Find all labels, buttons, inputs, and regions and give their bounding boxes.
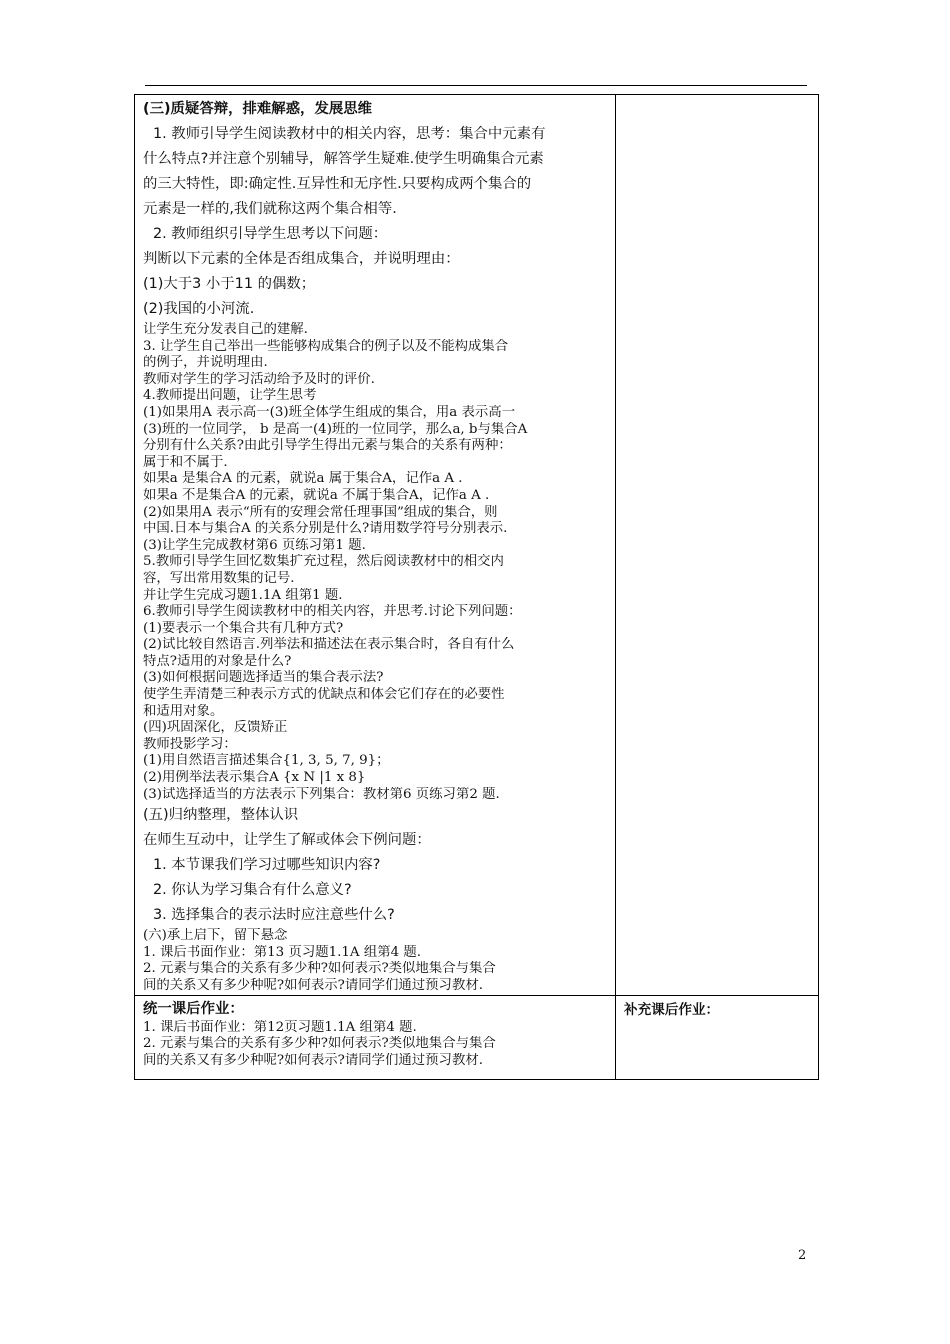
text-line: 和适用对象。: [143, 703, 224, 719]
text-line: 教师投影学习：: [143, 736, 237, 752]
text-line: (三)质疑答辩，排难解惑，发展思维: [143, 101, 373, 117]
text-line: (3)让学生完成教材第6 页练习第1 题.: [143, 537, 366, 553]
text-line: (五)归纳整理，整体认识: [143, 807, 299, 824]
section-six: [143, 928, 609, 994]
text-line: 让学生充分发表自己的建解.: [143, 322, 308, 337]
section-five: [143, 803, 609, 928]
text-line: (1)如果用A 表示高一(3)班全体学生组成的集合，用a 表示高一: [143, 404, 516, 420]
text-line: (1)要表示一个集合共有几种方式?: [143, 620, 344, 636]
text-line: 并让学生完成习题1.1A 组第1 题.: [143, 587, 343, 603]
text-line: (3)班的一位同学， b 是高一(4)班的一位同学，那么a, b与集合A: [143, 421, 528, 437]
text-line: 6.教师引导学生阅读教材中的相关内容，并思考.讨论下列问题：: [143, 604, 522, 620]
notes-cell: [616, 95, 819, 996]
text-line: 2. 你认为学习集合有什么意义?: [153, 882, 352, 899]
lesson-process-cell: [135, 95, 616, 996]
text-line: 间的关系又有多少种呢?如何表示?请同学们通过预习教材.: [143, 978, 483, 993]
text-line: 容，写出常用数集的记号.: [143, 570, 295, 586]
header-rule: [145, 85, 807, 86]
text-line: 的例子，并说明理由.: [143, 355, 268, 371]
text-line: 2. 元素与集合的关系有多少种?如何表示?类似地集合与集合: [143, 1036, 496, 1052]
text-line: 1. 教师引导学生阅读教材中的相关内容，思考：集合中元素有: [153, 126, 546, 142]
text-line: 2. 教师组织引导学生思考以下问题：: [153, 226, 388, 242]
page-number: 2: [798, 1248, 807, 1263]
section-three: [143, 97, 609, 322]
text-line: (3)如何根据问题选择适当的集合表示法?: [143, 670, 384, 686]
text-line: 间的关系又有多少种呢?如何表示?请同学们通过预习教材.: [143, 1052, 483, 1068]
homework-list: [143, 1020, 609, 1070]
text-line: 3. 选择集合的表示法时应注意些什么?: [153, 907, 395, 924]
text-line: 分别有什么关系?由此引导学生得出元素与集合的关系有两种：: [143, 438, 512, 454]
text-line: 1. 课后书面作业：第13 页习题1.1A 组第4 题.: [143, 944, 422, 960]
text-line: (2)如果用A 表示“所有的安理会常任理事国”组成的集合，则: [143, 504, 498, 520]
text-line: 5.教师引导学生回忆数集扩充过程，然后阅读教材中的相交内: [143, 554, 504, 570]
homework-heading: 统一课后作业：: [143, 1000, 244, 1017]
text-line: (六)承上启下，留下悬念: [143, 928, 288, 944]
text-line: 什么特点?并注意个别辅导，解答学生疑难.使学生明确集合元素: [143, 151, 544, 167]
text-line: (1)大于3 小于11 的偶数；: [143, 276, 316, 292]
text-line: 2. 元素与集合的关系有多少种?如何表示?类似地集合与集合: [143, 961, 496, 977]
text-line: 如果a 不是集合A 的元素，就说a 不属于集合A，记作a A .: [143, 487, 490, 503]
text-line: 元素是一样的,我们就称这两个集合相等.: [143, 201, 397, 217]
text-line: 的三大特性，即:确定性.互异性和无序性.只要构成两个集合的: [143, 176, 532, 192]
text-line: 1. 课后书面作业：第12页习题1.1A 组第4 题.: [143, 1019, 417, 1035]
text-line: 在师生互动中，让学生了解或体会下例问题：: [143, 832, 431, 849]
text-line: (1)用自然语言描述集合{1, 3, 5, 7, 9}；: [143, 753, 390, 769]
lesson-table: [134, 94, 819, 1080]
supplement-cell: [616, 995, 819, 1079]
text-line: (3)试选择适当的方法表示下列集合：教材第6 页练习第2 题.: [143, 786, 500, 802]
text-line: 判断以下元素的全体是否组成集合，并说明理由：: [143, 251, 460, 267]
section-body: [143, 322, 609, 803]
homework-cell: [135, 995, 616, 1079]
text-line: 3. 让学生自己举出一些能够构成集合的例子以及不能构成集合: [143, 338, 509, 354]
text-line: 属于和不属于.: [143, 454, 228, 470]
text-line: 1. 本节课我们学习过哪些知识内容?: [153, 857, 381, 874]
supplement-heading: 补充课后作业：: [624, 1001, 720, 1018]
text-line: (2)试比较自然语言.列举法和描述法在表示集合时，各自有什么: [143, 637, 515, 653]
text-line: 使学生弄清楚三种表示方式的优缺点和体会它们存在的必要性: [143, 687, 505, 703]
text-line: 中国.日本与集合A 的关系分别是什么?请用数学符号分别表示.: [143, 521, 508, 537]
text-line: 特点?适用的对象是什么?: [143, 653, 292, 669]
text-line: 如果a 是集合A 的元素，就说a 属于集合A，记作a A .: [143, 471, 463, 487]
text-line: (四)巩固深化，反馈矫正: [143, 720, 288, 736]
text-line: 教师对学生的学习活动给予及时的评价.: [143, 371, 375, 387]
text-line: (2)用例举法表示集合A {x N |1 x 8}: [143, 770, 366, 786]
text-line: (2)我国的小河流.: [143, 301, 255, 317]
text-line: 4.教师提出问题，让学生思考: [143, 388, 317, 404]
